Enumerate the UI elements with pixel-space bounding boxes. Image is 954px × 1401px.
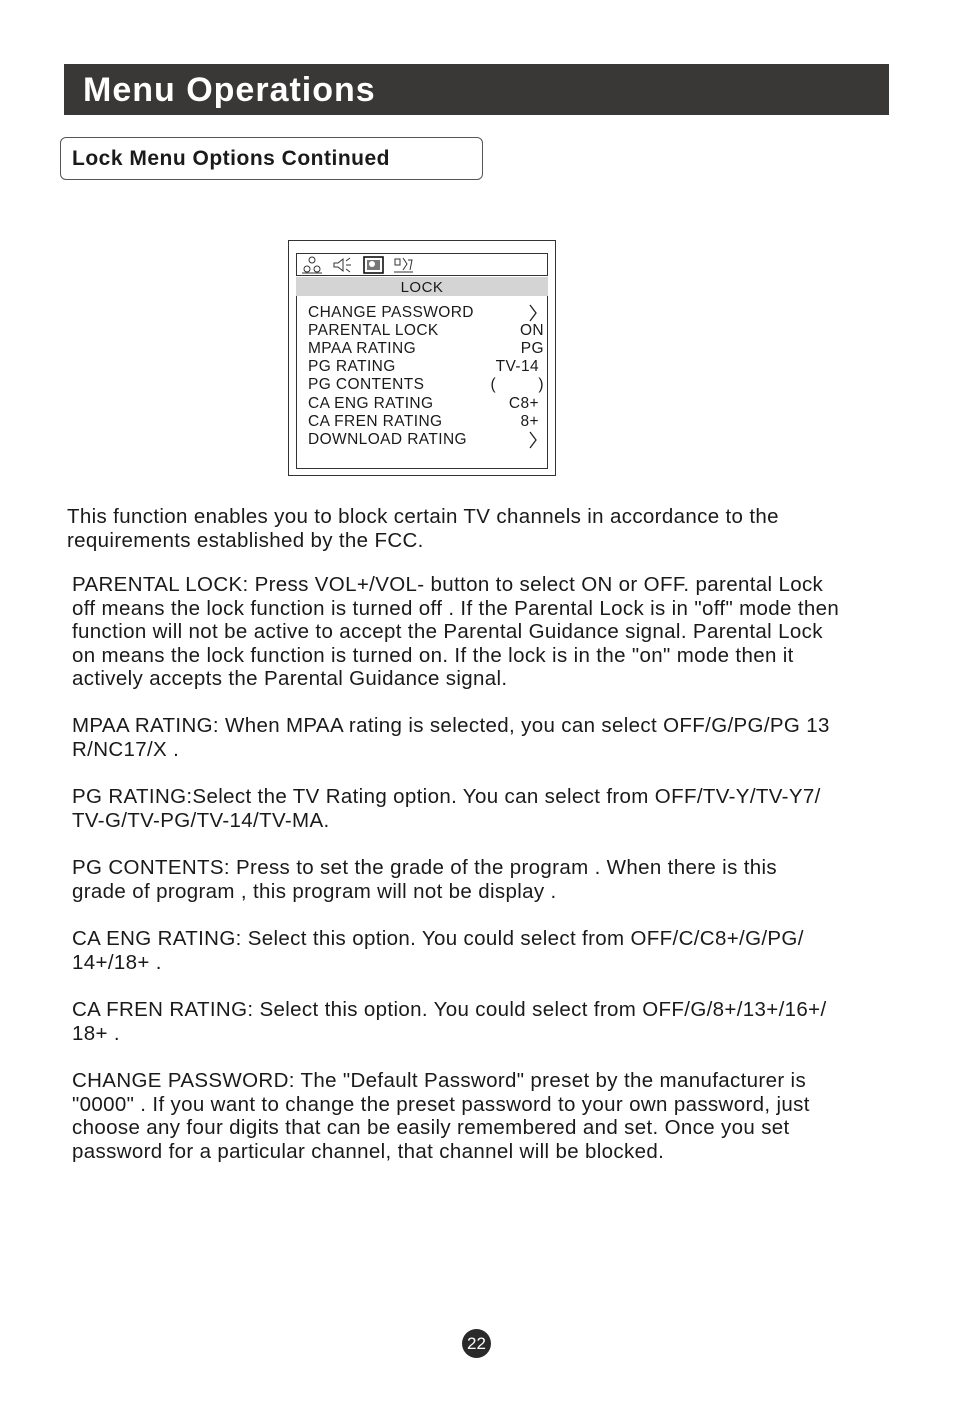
menu-item-value: 8+	[520, 413, 539, 430]
menu-item-mpaa-rating[interactable]	[308, 340, 544, 358]
parental-lock-paragraph: PARENTAL LOCK: Press VOL+/VOL- button to select ON or OFF. parental Lock off means the lock function is turned off . If the Parental Lock is in "off" mode then function will not be active to accept the Parental Guidance signal. Parental Lock on means the lock function is turned on. If the lock is in the "on" mode then it actively accepts the Parental Guidance signal.	[72, 573, 840, 691]
lock-icon	[363, 256, 384, 274]
mpaa-rating-paragraph: MPAA RATING: When MPAA rating is selected, you can select OFF/G/PG/PG 13 R/NC17/X .	[72, 714, 830, 761]
menu-item-ca-eng-rating[interactable]	[308, 395, 544, 413]
chevron-right-icon	[528, 303, 538, 323]
menu-item-value: TV-14	[495, 358, 539, 375]
menu-icon-bar	[296, 253, 548, 276]
menu-item-download-rating[interactable]	[308, 431, 544, 449]
sound-icon	[332, 256, 354, 274]
ca-eng-rating-paragraph: CA ENG RATING: Select this option. You could select from OFF/C/C8+/G/PG/ 14+/18+ .	[72, 927, 804, 974]
menu-item-label: PARENTAL LOCK	[308, 322, 439, 339]
picture-icon	[301, 256, 323, 274]
intro-paragraph: This function enables you to block certain TV channels in accordance to the requirements established by the FCC.	[67, 505, 779, 552]
menu-title: LOCK	[400, 279, 444, 296]
change-password-paragraph: CHANGE PASSWORD: The "Default Password" preset by the manufacturer is "0000" . If you want to change the preset password to your own password, just choose any four digits that can be easily remembered and set. Once you set password for a particular channel, that channel will be blocked.	[72, 1069, 810, 1163]
lock-menu-screen	[288, 240, 556, 476]
page-number: 22	[462, 1329, 491, 1358]
menu-item-pg-contents[interactable]	[308, 376, 544, 394]
menu-title-bar	[296, 277, 548, 296]
menu-item-value: PG	[520, 340, 544, 357]
setup-icon	[392, 256, 414, 274]
menu-item-label: CA FREN RATING	[308, 413, 443, 430]
menu-item-change-password[interactable]	[308, 304, 544, 322]
menu-item-value: ON	[519, 322, 544, 339]
pg-contents-paragraph: PG CONTENTS: Press to set the grade of the program . When there is this grade of program , this program will not be display .	[72, 856, 778, 903]
menu-item-label: PG CONTENTS	[308, 376, 425, 393]
section-heading-box	[60, 137, 483, 180]
menu-item-value: ( )	[490, 376, 544, 393]
menu-item-label: DOWNLOAD RATING	[308, 431, 467, 448]
menu-item-label: PG RATING	[308, 358, 396, 375]
header-bar	[64, 64, 889, 115]
menu-item-parental-lock[interactable]	[308, 322, 544, 340]
section-title: Lock Menu Options Continued	[72, 147, 390, 170]
menu-item-label: CA ENG RATING	[308, 395, 434, 412]
menu-item-ca-fren-rating[interactable]	[308, 413, 544, 431]
menu-list	[296, 296, 548, 469]
menu-item-value: C8+	[508, 395, 539, 412]
menu-item-label: CHANGE PASSWORD	[308, 304, 474, 321]
page-title: Menu Operations	[83, 71, 376, 109]
pg-rating-paragraph: PG RATING:Select the TV Rating option. You can select from OFF/TV-Y/TV-Y7/ TV-G/TV-PG/TV-14/TV-MA.	[72, 785, 821, 832]
menu-item-label: MPAA RATING	[308, 340, 417, 357]
chevron-right-icon	[528, 430, 538, 450]
menu-item-pg-rating[interactable]	[308, 358, 544, 376]
ca-fren-rating-paragraph: CA FREN RATING: Select this option. You could select from OFF/G/8+/13+/16+/ 18+ .	[72, 998, 827, 1045]
